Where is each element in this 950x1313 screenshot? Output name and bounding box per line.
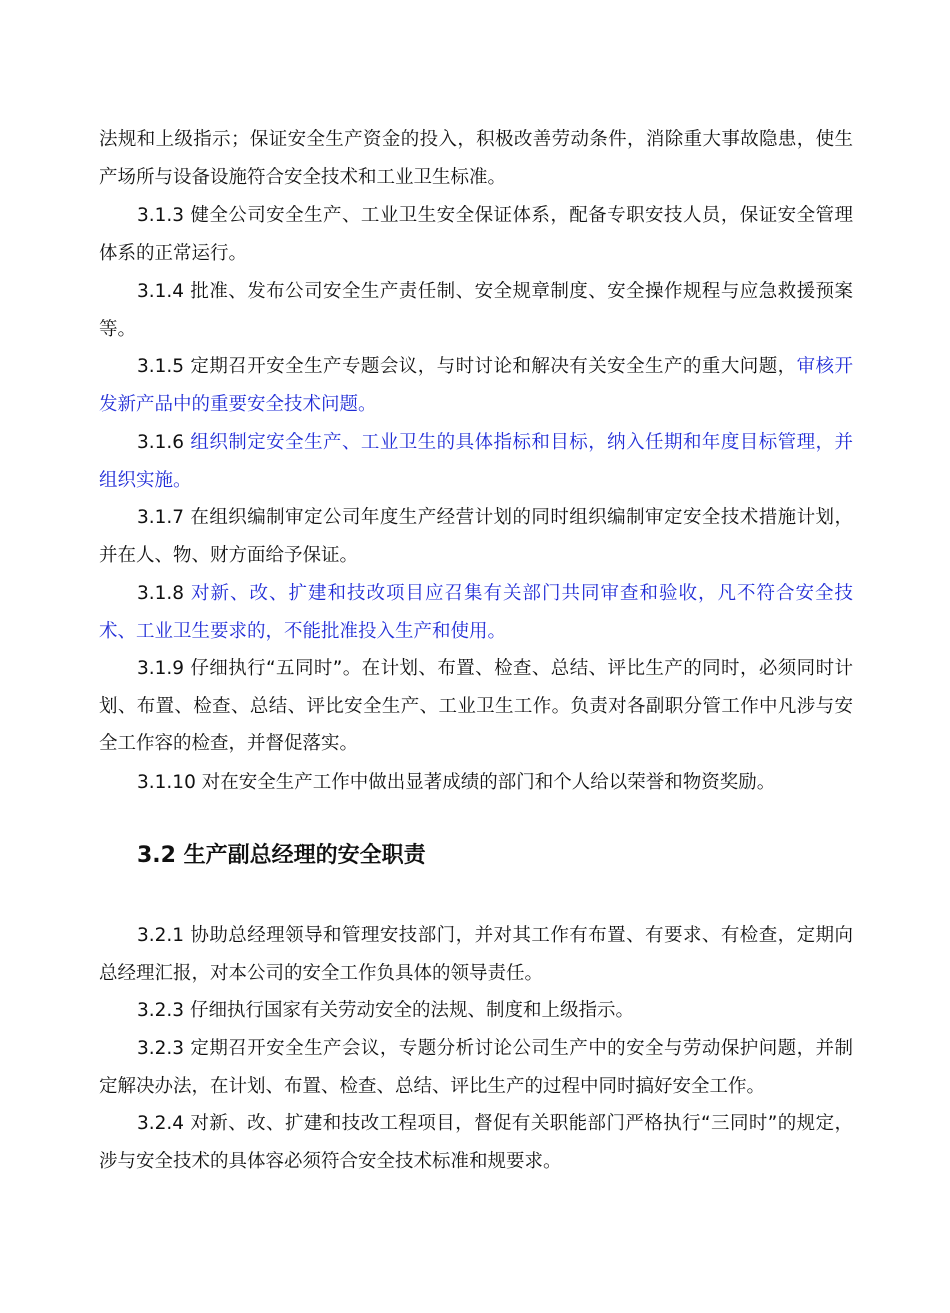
paragraph-3-1-8 — [99, 575, 853, 650]
paragraph-3-1-4 — [99, 273, 853, 348]
paragraph-text: 定期召开安全生产会议，专题分析讨论公司生产中的安全与劳动保护问题，并制定解决办法，在计划、布置、检查、总结、评比生产的过程中同时搞好安全工作。 — [99, 1038, 853, 1097]
paragraph-3-1-3 — [99, 197, 853, 272]
paragraph-3-2-3-a — [99, 992, 853, 1030]
clause-number: 3.1.4 — [137, 281, 191, 302]
clause-number: 3.2.1 — [137, 925, 191, 946]
highlighted-text: 审核开发新产品中的重要安全技术问题。 — [99, 356, 853, 415]
paragraph-text: 仔细执行“五同时”。在计划、布置、检查、总结、评比生产的同时，必须同时计划、布置、检查、总结、评比安全生产、工业卫生工作。负责对各副职分管工作中凡涉与安全工作容的检查，并督促落实。 — [99, 658, 854, 755]
paragraph-3-2-4 — [99, 1105, 853, 1180]
paragraph-text: 对在安全生产工作中做出显著成绩的部门和个人给以荣誉和物资奖励。 — [201, 772, 776, 793]
paragraph-continuation — [99, 121, 853, 196]
paragraph-3-1-10 — [99, 764, 853, 802]
clause-number: 3.2.4 — [137, 1113, 191, 1134]
paragraph-text: 对新、改、扩建和技改工程项目，督促有关职能部门严格执行“三同时”的规定，涉与安全技术的具体容必须符合安全技术标准和规要求。 — [99, 1113, 854, 1172]
section-heading: 3.2 生产副总经理的安全职责 — [137, 843, 426, 868]
paragraph-3-1-6 — [99, 424, 853, 499]
paragraph-text: 协助总经理领导和管理安技部门，并对其工作有布置、有要求、有检查，定期向总经理汇报，对本公司的安全工作负具体的领导责任。 — [99, 925, 853, 984]
paragraph-text: 仔细执行国家有关劳动安全的法规、制度和上级指示。 — [189, 1000, 634, 1021]
clause-number: 3.1.10 — [137, 772, 202, 793]
paragraph-3-1-9 — [99, 650, 853, 763]
paragraph-3-2-3-b — [99, 1030, 853, 1105]
paragraph-text: 法规和上级指示；保证安全生产资金的投入，积极改善劳动条件，消除重大事故隐患，使生产场所与设备设施符合安全技术和工业卫生标准。 — [99, 129, 853, 188]
clause-number: 3.1.6 — [137, 432, 191, 453]
clause-number: 3.2.3 — [137, 1000, 190, 1021]
clause-number: 3.1.3 — [137, 205, 191, 226]
clause-number: 3.1.9 — [137, 658, 191, 679]
paragraph-text: 定期召开安全生产专题会议，与时讨论和解决有关安全生产的重大问题， — [190, 356, 797, 377]
paragraph-text: 批准、发布公司安全生产责任制、安全规章制度、安全操作规程与应急救援预案等。 — [99, 281, 853, 340]
clause-number: 3.1.7 — [137, 507, 191, 528]
paragraph-text: 在组织编制审定公司年度生产经营计划的同时组织编制审定安全技术措施计划，并在人、物、财方面给予保证。 — [99, 507, 853, 566]
paragraph-3-2-1 — [99, 917, 853, 992]
clause-number: 3.2.3 — [137, 1038, 191, 1059]
paragraph-3-1-5 — [99, 348, 853, 423]
paragraph-text: 健全公司安全生产、工业卫生安全保证体系，配备专职安技人员，保证安全管理体系的正常运行。 — [99, 205, 853, 264]
highlighted-text: 组织制定安全生产、工业卫生的具体指标和目标，纳入任期和年度目标管理，并组织实施。 — [99, 432, 853, 491]
clause-number: 3.1.5 — [137, 356, 191, 377]
clause-number: 3.1.8 — [137, 583, 191, 604]
highlighted-text: 对新、改、扩建和技改项目应召集有关部门共同审查和验收，凡不符合安全技术、工业卫生要求的，不能批准投入生产和使用。 — [99, 583, 854, 642]
paragraph-3-1-7 — [99, 499, 853, 574]
